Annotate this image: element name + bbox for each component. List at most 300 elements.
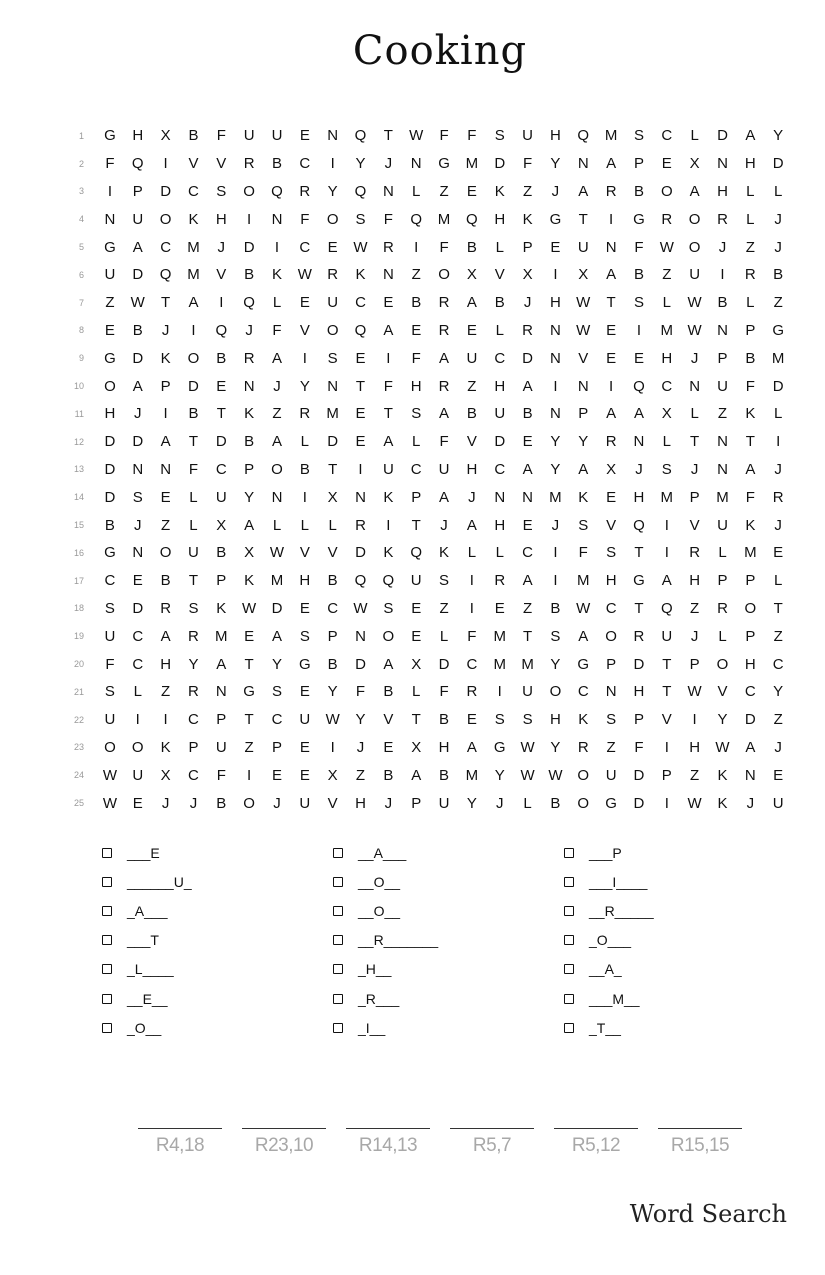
- answer-blank[interactable]: [450, 1128, 534, 1157]
- grid-letter[interactable]: Q: [354, 182, 367, 200]
- grid-letter[interactable]: S: [633, 127, 644, 145]
- grid-letter[interactable]: L: [774, 405, 783, 423]
- grid-letter[interactable]: U: [494, 405, 506, 423]
- grid-letter[interactable]: P: [745, 321, 756, 339]
- grid-letter[interactable]: T: [634, 599, 644, 617]
- grid-letter[interactable]: U: [132, 210, 144, 228]
- grid-letter[interactable]: F: [411, 349, 421, 367]
- grid-letter[interactable]: U: [522, 683, 533, 701]
- grid-letter[interactable]: W: [102, 766, 117, 784]
- grid-letter[interactable]: Q: [131, 155, 144, 173]
- grid-letter[interactable]: D: [772, 155, 784, 173]
- grid-letter[interactable]: P: [689, 488, 700, 506]
- grid-letter[interactable]: B: [773, 266, 784, 284]
- grid-letter[interactable]: E: [522, 516, 533, 534]
- grid-letter[interactable]: Z: [105, 294, 115, 312]
- grid-letter[interactable]: W: [548, 766, 563, 784]
- grid-letter[interactable]: W: [325, 711, 340, 729]
- answer-blank[interactable]: [138, 1128, 222, 1157]
- grid-letter[interactable]: O: [744, 599, 757, 617]
- grid-letter[interactable]: P: [271, 738, 282, 756]
- grid-letter[interactable]: A: [216, 655, 227, 673]
- grid-letter[interactable]: M: [577, 572, 590, 590]
- grid-letter[interactable]: E: [522, 433, 533, 451]
- grid-letter[interactable]: N: [215, 683, 227, 701]
- grid-letter[interactable]: E: [244, 627, 255, 645]
- grid-letter[interactable]: Z: [411, 266, 421, 284]
- grid-letter[interactable]: L: [774, 572, 783, 590]
- grid-letter[interactable]: I: [414, 238, 419, 256]
- grid-letter[interactable]: R: [382, 238, 394, 256]
- grid-letter[interactable]: T: [773, 599, 783, 617]
- answer-blank[interactable]: [346, 1128, 430, 1157]
- grid-letter[interactable]: D: [438, 655, 450, 673]
- grid-letter[interactable]: U: [271, 127, 283, 145]
- grid-letter[interactable]: U: [689, 266, 701, 284]
- grid-letter[interactable]: J: [774, 516, 782, 534]
- grid-letter[interactable]: G: [772, 321, 784, 339]
- grid-letter[interactable]: H: [466, 460, 478, 478]
- grid-letter[interactable]: U: [577, 238, 589, 256]
- grid-letter[interactable]: I: [163, 405, 168, 423]
- grid-letter[interactable]: N: [633, 433, 645, 451]
- grid-letter[interactable]: N: [132, 460, 144, 478]
- grid-letter[interactable]: A: [745, 738, 756, 756]
- grid-letter[interactable]: N: [382, 182, 394, 200]
- grid-letter[interactable]: F: [745, 377, 755, 395]
- grid-letter[interactable]: Z: [522, 599, 533, 617]
- grid-letter[interactable]: R: [299, 405, 311, 423]
- grid-letter[interactable]: F: [439, 127, 449, 145]
- grid-letter[interactable]: J: [746, 794, 755, 812]
- grid-letter[interactable]: K: [522, 210, 533, 228]
- grid-letter[interactable]: X: [522, 266, 533, 284]
- grid-letter[interactable]: P: [216, 572, 227, 590]
- grid-letter[interactable]: I: [692, 711, 697, 729]
- grid-letter[interactable]: B: [216, 794, 227, 812]
- answer-blank[interactable]: [658, 1128, 742, 1157]
- grid-letter[interactable]: S: [216, 182, 227, 200]
- grid-letter[interactable]: S: [383, 599, 394, 617]
- grid-letter[interactable]: F: [105, 155, 115, 173]
- grid-letter[interactable]: R: [633, 627, 645, 645]
- grid-letter[interactable]: I: [609, 210, 614, 228]
- checkbox-icon[interactable]: [102, 935, 112, 945]
- grid-letter[interactable]: Y: [550, 460, 561, 478]
- grid-letter[interactable]: C: [661, 127, 673, 145]
- grid-letter[interactable]: L: [690, 127, 699, 145]
- grid-letter[interactable]: R: [717, 210, 728, 228]
- grid-letter[interactable]: L: [412, 433, 421, 451]
- grid-letter[interactable]: B: [327, 572, 338, 590]
- grid-letter[interactable]: I: [664, 516, 669, 534]
- grid-letter[interactable]: H: [689, 572, 701, 590]
- grid-letter[interactable]: L: [272, 294, 282, 312]
- grid-letter[interactable]: Q: [354, 321, 367, 339]
- grid-letter[interactable]: C: [494, 349, 506, 367]
- grid-letter[interactable]: I: [330, 738, 335, 756]
- checkbox-icon[interactable]: [102, 848, 112, 858]
- grid-letter[interactable]: A: [745, 127, 756, 145]
- grid-letter[interactable]: F: [188, 460, 199, 478]
- grid-letter[interactable]: O: [549, 683, 562, 701]
- grid-letter[interactable]: H: [104, 405, 116, 423]
- grid-letter[interactable]: U: [188, 544, 199, 562]
- grid-letter[interactable]: S: [132, 488, 143, 506]
- grid-letter[interactable]: M: [493, 627, 506, 645]
- grid-letter[interactable]: H: [633, 488, 645, 506]
- grid-letter[interactable]: N: [243, 377, 255, 395]
- grid-letter[interactable]: J: [356, 738, 365, 756]
- grid-letter[interactable]: Y: [578, 433, 589, 451]
- grid-letter[interactable]: Z: [522, 182, 533, 200]
- grid-letter[interactable]: W: [353, 599, 368, 617]
- grid-letter[interactable]: E: [355, 433, 366, 451]
- grid-letter[interactable]: O: [271, 460, 283, 478]
- grid-letter[interactable]: H: [550, 127, 561, 145]
- grid-letter[interactable]: G: [438, 155, 450, 173]
- grid-letter[interactable]: C: [355, 294, 366, 312]
- grid-letter[interactable]: B: [216, 349, 227, 367]
- grid-letter[interactable]: M: [187, 238, 200, 256]
- grid-letter[interactable]: H: [744, 155, 756, 173]
- grid-letter[interactable]: U: [243, 127, 255, 145]
- grid-letter[interactable]: Z: [745, 238, 755, 256]
- grid-letter[interactable]: K: [717, 794, 728, 812]
- grid-letter[interactable]: V: [216, 266, 227, 284]
- grid-letter[interactable]: R: [327, 266, 339, 284]
- grid-letter[interactable]: C: [160, 238, 172, 256]
- grid-letter[interactable]: I: [553, 377, 558, 395]
- grid-letter[interactable]: P: [689, 655, 700, 673]
- grid-letter[interactable]: B: [550, 599, 561, 617]
- grid-letter[interactable]: Q: [215, 321, 228, 339]
- grid-letter[interactable]: A: [578, 182, 589, 200]
- grid-letter[interactable]: H: [160, 655, 172, 673]
- grid-letter[interactable]: O: [159, 210, 172, 228]
- grid-letter[interactable]: F: [439, 238, 449, 256]
- grid-letter[interactable]: A: [439, 405, 450, 423]
- grid-letter[interactable]: O: [326, 321, 339, 339]
- grid-letter[interactable]: V: [188, 155, 199, 173]
- grid-letter[interactable]: L: [746, 210, 755, 228]
- grid-letter[interactable]: A: [689, 182, 700, 200]
- grid-letter[interactable]: L: [133, 683, 142, 701]
- grid-letter[interactable]: L: [662, 294, 671, 312]
- grid-letter[interactable]: D: [633, 794, 645, 812]
- grid-letter[interactable]: T: [662, 683, 672, 701]
- grid-letter[interactable]: H: [605, 572, 617, 590]
- grid-letter[interactable]: N: [104, 210, 116, 228]
- grid-letter[interactable]: O: [438, 266, 450, 284]
- grid-letter[interactable]: K: [383, 488, 394, 506]
- grid-letter[interactable]: C: [215, 460, 227, 478]
- grid-letter[interactable]: X: [411, 738, 422, 756]
- grid-letter[interactable]: D: [132, 349, 144, 367]
- grid-letter[interactable]: I: [609, 377, 614, 395]
- grid-letter[interactable]: E: [773, 544, 784, 562]
- grid-letter[interactable]: F: [272, 321, 282, 339]
- grid-letter[interactable]: M: [521, 655, 534, 673]
- grid-letter[interactable]: P: [745, 572, 756, 590]
- grid-letter[interactable]: E: [606, 349, 617, 367]
- grid-letter[interactable]: E: [271, 766, 282, 784]
- grid-letter[interactable]: I: [553, 266, 558, 284]
- grid-letter[interactable]: K: [578, 711, 589, 729]
- grid-letter[interactable]: H: [689, 738, 701, 756]
- grid-letter[interactable]: E: [383, 294, 394, 312]
- grid-letter[interactable]: A: [383, 655, 394, 673]
- grid-letter[interactable]: K: [745, 405, 756, 423]
- grid-letter[interactable]: V: [717, 683, 728, 701]
- grid-letter[interactable]: U: [466, 349, 478, 367]
- grid-letter[interactable]: C: [132, 655, 144, 673]
- grid-letter[interactable]: F: [634, 738, 644, 756]
- grid-letter[interactable]: R: [605, 182, 617, 200]
- grid-letter[interactable]: G: [633, 572, 645, 590]
- grid-letter[interactable]: N: [577, 155, 589, 173]
- grid-letter[interactable]: O: [243, 794, 255, 812]
- grid-letter[interactable]: Y: [550, 655, 561, 673]
- grid-letter[interactable]: J: [774, 738, 782, 756]
- grid-letter[interactable]: H: [299, 572, 311, 590]
- grid-letter[interactable]: V: [327, 794, 338, 812]
- grid-letter[interactable]: I: [636, 321, 642, 339]
- grid-letter[interactable]: R: [355, 516, 366, 534]
- grid-letter[interactable]: W: [687, 294, 702, 312]
- grid-letter[interactable]: L: [439, 627, 449, 645]
- answer-blank[interactable]: [242, 1128, 326, 1157]
- grid-letter[interactable]: G: [243, 683, 255, 701]
- grid-letter[interactable]: J: [690, 627, 699, 645]
- grid-letter[interactable]: P: [606, 655, 617, 673]
- grid-letter[interactable]: W: [297, 266, 312, 284]
- grid-letter[interactable]: R: [466, 683, 478, 701]
- grid-letter[interactable]: E: [411, 321, 422, 339]
- grid-letter[interactable]: B: [216, 544, 227, 562]
- grid-letter[interactable]: I: [720, 266, 725, 284]
- grid-letter[interactable]: H: [215, 210, 227, 228]
- grid-letter[interactable]: W: [576, 321, 591, 339]
- grid-letter[interactable]: T: [606, 294, 616, 312]
- grid-letter[interactable]: J: [189, 794, 198, 812]
- grid-letter[interactable]: N: [494, 488, 506, 506]
- grid-letter[interactable]: A: [160, 433, 171, 451]
- grid-letter[interactable]: P: [522, 238, 533, 256]
- grid-letter[interactable]: R: [605, 433, 617, 451]
- grid-letter[interactable]: F: [105, 655, 115, 673]
- grid-letter[interactable]: B: [466, 238, 477, 256]
- grid-letter[interactable]: I: [163, 155, 168, 173]
- grid-letter[interactable]: A: [522, 377, 533, 395]
- grid-letter[interactable]: J: [384, 794, 393, 812]
- grid-letter[interactable]: W: [687, 683, 702, 701]
- grid-letter[interactable]: J: [551, 182, 560, 200]
- grid-letter[interactable]: S: [439, 572, 450, 590]
- grid-letter[interactable]: O: [716, 655, 729, 673]
- grid-letter[interactable]: M: [660, 488, 674, 506]
- grid-letter[interactable]: I: [664, 738, 669, 756]
- grid-letter[interactable]: J: [468, 488, 476, 506]
- grid-letter[interactable]: A: [271, 433, 282, 451]
- grid-letter[interactable]: D: [494, 155, 506, 173]
- grid-letter[interactable]: O: [577, 794, 590, 812]
- grid-letter[interactable]: L: [328, 516, 337, 534]
- grid-letter[interactable]: X: [411, 655, 422, 673]
- grid-letter[interactable]: S: [494, 127, 505, 145]
- grid-letter[interactable]: D: [355, 655, 366, 673]
- grid-letter[interactable]: F: [578, 544, 588, 562]
- grid-letter[interactable]: D: [132, 599, 144, 617]
- grid-letter[interactable]: S: [661, 460, 672, 478]
- grid-letter[interactable]: J: [217, 238, 226, 256]
- grid-letter[interactable]: A: [578, 627, 589, 645]
- grid-letter[interactable]: L: [412, 683, 421, 701]
- grid-letter[interactable]: U: [717, 516, 728, 534]
- grid-letter[interactable]: E: [355, 405, 366, 423]
- grid-letter[interactable]: D: [494, 433, 506, 451]
- grid-letter[interactable]: X: [689, 155, 700, 173]
- grid-letter[interactable]: J: [440, 516, 448, 534]
- grid-letter[interactable]: A: [383, 321, 394, 339]
- checkbox-icon[interactable]: [564, 964, 574, 974]
- grid-letter[interactable]: R: [522, 321, 533, 339]
- grid-letter[interactable]: S: [606, 544, 617, 562]
- grid-letter[interactable]: A: [466, 738, 477, 756]
- grid-letter[interactable]: B: [633, 182, 644, 200]
- grid-letter[interactable]: R: [243, 349, 255, 367]
- grid-letter[interactable]: P: [327, 627, 338, 645]
- grid-letter[interactable]: E: [327, 238, 338, 256]
- grid-letter[interactable]: M: [604, 127, 618, 145]
- checkbox-icon[interactable]: [102, 1023, 112, 1033]
- grid-letter[interactable]: T: [634, 544, 644, 562]
- grid-letter[interactable]: F: [216, 766, 226, 784]
- grid-letter[interactable]: B: [383, 683, 394, 701]
- grid-letter[interactable]: Q: [577, 127, 590, 145]
- grid-letter[interactable]: Z: [773, 627, 783, 645]
- grid-letter[interactable]: L: [467, 544, 477, 562]
- grid-letter[interactable]: B: [411, 294, 422, 312]
- grid-letter[interactable]: A: [244, 516, 255, 534]
- grid-letter[interactable]: S: [633, 294, 644, 312]
- grid-letter[interactable]: F: [383, 210, 393, 228]
- grid-letter[interactable]: I: [776, 433, 781, 451]
- grid-letter[interactable]: N: [689, 377, 701, 395]
- grid-letter[interactable]: C: [327, 599, 339, 617]
- grid-letter[interactable]: W: [102, 794, 117, 812]
- grid-letter[interactable]: H: [355, 794, 366, 812]
- grid-letter[interactable]: C: [494, 460, 506, 478]
- grid-letter[interactable]: Z: [355, 766, 366, 784]
- checkbox-icon[interactable]: [333, 1023, 343, 1033]
- grid-letter[interactable]: C: [744, 683, 756, 701]
- grid-letter[interactable]: I: [664, 794, 669, 812]
- grid-letter[interactable]: S: [299, 627, 310, 645]
- grid-letter[interactable]: K: [439, 544, 450, 562]
- grid-letter[interactable]: E: [160, 488, 171, 506]
- grid-letter[interactable]: J: [690, 349, 699, 367]
- checkbox-icon[interactable]: [333, 877, 343, 887]
- grid-letter[interactable]: U: [327, 294, 339, 312]
- grid-letter[interactable]: R: [438, 377, 450, 395]
- grid-letter[interactable]: F: [300, 210, 310, 228]
- grid-letter[interactable]: E: [633, 349, 644, 367]
- grid-letter[interactable]: K: [578, 488, 589, 506]
- checkbox-icon[interactable]: [102, 964, 112, 974]
- grid-letter[interactable]: R: [188, 627, 199, 645]
- grid-letter[interactable]: Z: [244, 738, 254, 756]
- grid-letter[interactable]: L: [718, 627, 727, 645]
- grid-letter[interactable]: Y: [773, 683, 784, 701]
- grid-letter[interactable]: A: [439, 488, 450, 506]
- grid-letter[interactable]: E: [216, 377, 227, 395]
- grid-letter[interactable]: B: [439, 711, 450, 729]
- grid-letter[interactable]: U: [522, 127, 533, 145]
- grid-letter[interactable]: M: [270, 572, 284, 590]
- grid-letter[interactable]: D: [160, 182, 172, 200]
- grid-letter[interactable]: E: [132, 794, 143, 812]
- grid-letter[interactable]: Y: [355, 155, 366, 173]
- grid-letter[interactable]: K: [745, 516, 756, 534]
- grid-letter[interactable]: R: [160, 599, 172, 617]
- grid-letter[interactable]: N: [327, 127, 339, 145]
- grid-letter[interactable]: I: [247, 766, 252, 784]
- grid-letter[interactable]: E: [661, 155, 672, 173]
- grid-letter[interactable]: N: [717, 433, 728, 451]
- grid-letter[interactable]: G: [493, 738, 506, 756]
- grid-letter[interactable]: F: [383, 377, 393, 395]
- grid-letter[interactable]: D: [327, 433, 339, 451]
- grid-letter[interactable]: V: [578, 349, 589, 367]
- grid-letter[interactable]: U: [410, 572, 422, 590]
- grid-letter[interactable]: V: [299, 544, 310, 562]
- grid-letter[interactable]: I: [553, 544, 558, 562]
- grid-letter[interactable]: I: [358, 460, 363, 478]
- grid-letter[interactable]: R: [689, 544, 701, 562]
- grid-letter[interactable]: K: [494, 182, 505, 200]
- grid-letter[interactable]: J: [690, 460, 699, 478]
- grid-letter[interactable]: C: [132, 627, 144, 645]
- grid-letter[interactable]: H: [550, 294, 561, 312]
- grid-letter[interactable]: T: [690, 433, 700, 451]
- grid-letter[interactable]: X: [160, 127, 171, 145]
- grid-letter[interactable]: U: [605, 766, 617, 784]
- grid-letter[interactable]: Q: [466, 210, 478, 228]
- grid-letter[interactable]: P: [745, 627, 756, 645]
- grid-letter[interactable]: C: [271, 711, 283, 729]
- grid-letter[interactable]: G: [104, 238, 116, 256]
- grid-letter[interactable]: N: [550, 321, 561, 339]
- grid-letter[interactable]: L: [495, 238, 504, 256]
- grid-letter[interactable]: U: [438, 460, 450, 478]
- grid-letter[interactable]: H: [661, 349, 673, 367]
- grid-letter[interactable]: T: [745, 433, 755, 451]
- grid-letter[interactable]: Y: [717, 711, 728, 729]
- grid-letter[interactable]: B: [244, 266, 255, 284]
- grid-letter[interactable]: W: [659, 238, 674, 256]
- grid-letter[interactable]: E: [773, 766, 784, 784]
- grid-letter[interactable]: I: [386, 516, 391, 534]
- grid-letter[interactable]: R: [717, 599, 728, 617]
- grid-letter[interactable]: E: [606, 321, 617, 339]
- grid-letter[interactable]: J: [384, 155, 393, 173]
- grid-letter[interactable]: Z: [773, 711, 783, 729]
- grid-letter[interactable]: Z: [467, 377, 477, 395]
- grid-letter[interactable]: Z: [690, 599, 700, 617]
- grid-letter[interactable]: B: [522, 405, 533, 423]
- grid-letter[interactable]: R: [438, 321, 450, 339]
